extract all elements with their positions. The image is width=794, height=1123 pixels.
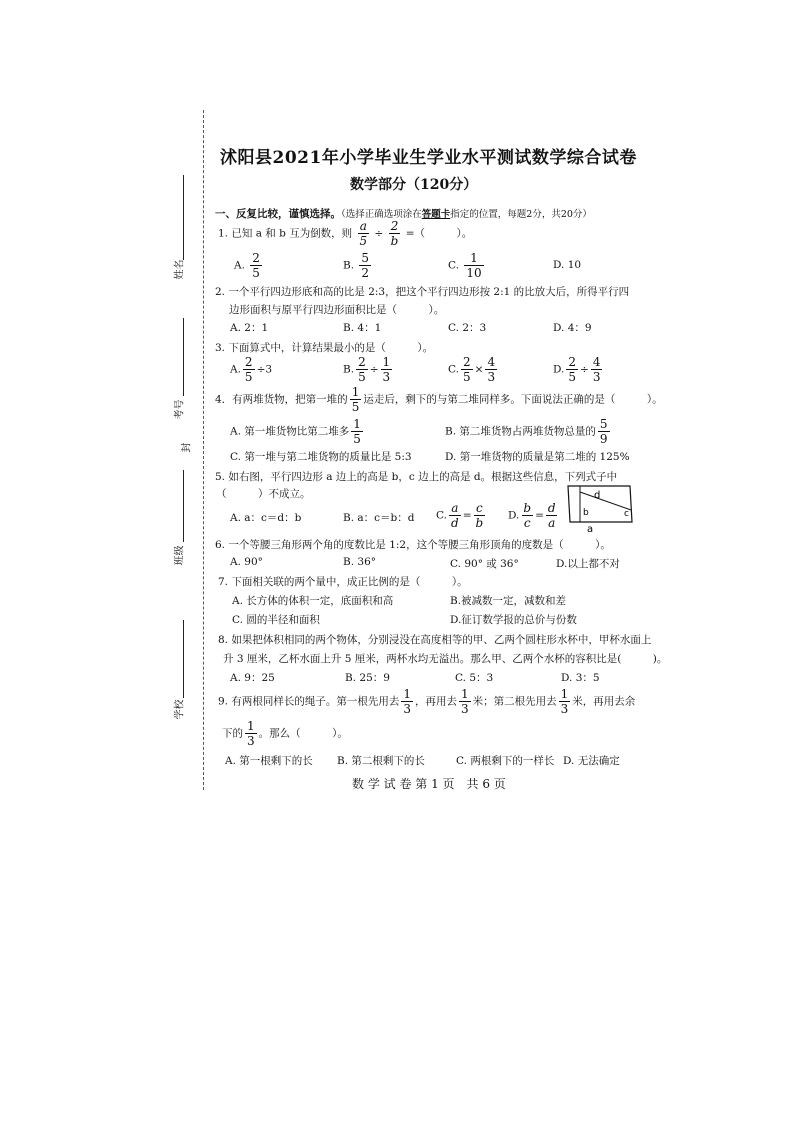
q9-option-a[interactable]: A. 第一根剩下的长 <box>225 755 313 767</box>
section-title: 一、反复比较，谨慎选择。 <box>215 208 341 220</box>
q1-option-c[interactable]: C. $\frac{1}{10}$ <box>448 251 482 280</box>
q4-option-b[interactable]: B. 第二堆货物占两堆货物总量的 $\frac{5}{9}$ <box>445 417 608 446</box>
q1-op: ÷ <box>374 227 384 240</box>
q6-option-d[interactable]: D.以上都不对 <box>556 558 620 570</box>
question-1 <box>218 220 472 247</box>
q1-text: 1. 已知 a 和 b 互为倒数，则 <box>218 227 353 240</box>
name-label: 姓名 <box>174 259 186 280</box>
q6-text: 6. 一个等腰三角形两个角的度数比是 1:2，这个等腰三角形顶角的度数是（ ）。 <box>215 539 611 551</box>
q9-option-d[interactable]: D. 无法确定 <box>563 755 620 767</box>
q1-frac-a5: $\frac{a}{5}$ <box>359 219 368 248</box>
q2-line2: 边形面积与原平行四边形面积比是（ ）。 <box>229 304 445 316</box>
q3-option-b[interactable]: B. $\frac{2}{5}$ ÷ $\frac{1}{3}$ <box>343 355 391 384</box>
q5-option-b[interactable]: B. a：c＝b：d <box>343 512 415 524</box>
q2-option-c[interactable]: C. 2：3 <box>448 322 487 334</box>
q5-option-a[interactable]: A. a：c＝d：b <box>230 512 302 524</box>
seal-label: 封 <box>181 442 193 453</box>
q1-option-d[interactable]: D. 10 <box>553 259 582 271</box>
q9-line2: 下的 $\frac{1}{3}$ 。那么（ ）。 <box>222 719 348 748</box>
q8-option-a[interactable]: A. 9：25 <box>230 672 275 684</box>
page-footer: 数 学 试 卷 第 1 页 共 6 页 <box>352 777 506 791</box>
exam-no-line <box>183 318 184 396</box>
q5-option-c[interactable]: C. $\frac{a}{d}$ = $\frac{c}{b}$ <box>436 501 484 530</box>
q3-text: 3. 下面算式中，计算结果最小的是（ ）。 <box>215 342 434 354</box>
q6-option-b[interactable]: B. 36° <box>343 556 377 568</box>
q3-option-a[interactable]: A. $\frac{2}{5}$ ÷3 <box>230 355 273 384</box>
q5-line2: （ ）不成立。 <box>216 488 311 500</box>
exam-title: 沭阳县2021年小学毕业生学业水平测试数学综合试卷 <box>220 148 637 168</box>
binding-line <box>203 110 205 790</box>
answer-card-label: 答题卡 <box>421 209 451 220</box>
q6-option-c[interactable]: C. 90° 或 36° <box>450 558 519 570</box>
exam-subtitle: 数学部分（120分） <box>350 177 478 193</box>
q1-option-a[interactable]: A. $\frac{2}{5}$ <box>234 251 260 280</box>
label-a: a <box>587 524 594 534</box>
section-note-prefix: （选择正确选项涂在 <box>341 209 422 220</box>
q6-option-a[interactable]: A. 90° <box>230 556 263 568</box>
q9-line1: 9. 有两根同样长的绳子。第一根先用去 $\frac{1}{3}$ ，再用去 $\frac{1}{3}$ 米；第二根先用去 $\frac{1}{3}$ 米，再用去余 <box>218 687 636 716</box>
q5-option-d[interactable]: D. $\frac{b}{c}$ = $\frac{d}{a}$ <box>508 501 556 530</box>
q8-option-b[interactable]: B. 25：9 <box>345 672 390 684</box>
q8-option-d[interactable]: D. 3：5 <box>561 672 600 684</box>
class-line <box>183 470 184 542</box>
school-label: 学校 <box>174 699 186 720</box>
q8-line2: 升 3 厘米，乙杯水面上升 5 厘米，两杯水均无溢出。那么甲、乙两个水杯的容积比是( )。 <box>223 653 668 665</box>
label-c: c <box>624 509 629 519</box>
q2-option-b[interactable]: B. 4：1 <box>343 322 382 334</box>
q4-option-d[interactable]: D. 第一堆货物的质量是第二堆的 125% <box>445 451 630 463</box>
q2-option-d[interactable]: D. 4：9 <box>553 322 592 334</box>
q1-option-b[interactable]: B. $\frac{5}{2}$ <box>343 251 370 280</box>
q4-option-c[interactable]: C. 第一堆与第二堆货物的质量比是 5:3 <box>230 451 412 463</box>
q7-text: 7. 下面相关联的两个量中，成正比例的是（ ）。 <box>218 576 468 588</box>
q9-option-b[interactable]: B. 第二根剩下的长 <box>337 755 425 767</box>
school-line <box>183 620 184 698</box>
q2-line1: 2. 一个平行四边形底和高的比是 2:3，把这个平行四边形按 2:1 的比放大后，所得平行四 <box>215 286 630 298</box>
q7-option-b[interactable]: B.被减数一定，减数和差 <box>450 595 567 607</box>
label-d: d <box>594 490 601 501</box>
section-heading <box>215 206 592 221</box>
q7-option-d[interactable]: D.征订数学报的总价与份数 <box>450 614 577 626</box>
q5-parallelogram-figure <box>562 484 638 534</box>
name-line <box>183 175 184 260</box>
q7-option-c[interactable]: C. 圆的半径和面积 <box>232 614 320 626</box>
q3-option-c[interactable]: C. $\frac{2}{5}$ × $\frac{4}{3}$ <box>448 355 496 384</box>
q5-line1: 5. 如右图，平行四边形 a 边上的高是 b，c 边上的高是 d。根据这些信息，下列式子中 <box>215 471 618 483</box>
section-note-suffix: 指定的位置，每题2分，共20分） <box>450 209 592 220</box>
q8-line1: 8. 如果把体积相同的两个物体，分别浸没在高度相等的甲、乙两个圆柱形水杯中，甲杯水面上 <box>218 634 652 646</box>
q1-frac-2b: $\frac{2}{b}$ <box>390 219 399 248</box>
exam-no-label: 考号 <box>174 399 186 420</box>
question-4: 4．有两堆货物，把第一堆的 $\frac{1}{5}$ 运走后，剩下的与第二堆同样多。下面说法正确的是（ ）。 <box>215 385 663 414</box>
q3-option-d[interactable]: D. $\frac{2}{5}$ ÷ $\frac{4}{3}$ <box>553 355 601 384</box>
q9-option-c[interactable]: C. 两根剩下的一样长 <box>456 755 555 767</box>
q4-option-a[interactable]: A. 第一堆货物比第二堆多 $\frac{1}{5}$ <box>230 417 361 446</box>
q8-option-c[interactable]: C. 5：3 <box>455 672 494 684</box>
class-label: 班级 <box>174 545 186 566</box>
q2-option-a[interactable]: A. 2：1 <box>230 322 269 334</box>
q1-suffix: =（ ）。 <box>405 227 473 240</box>
label-b: b <box>583 508 589 518</box>
q7-option-a[interactable]: A. 长方体的体积一定，底面积和高 <box>232 595 394 607</box>
